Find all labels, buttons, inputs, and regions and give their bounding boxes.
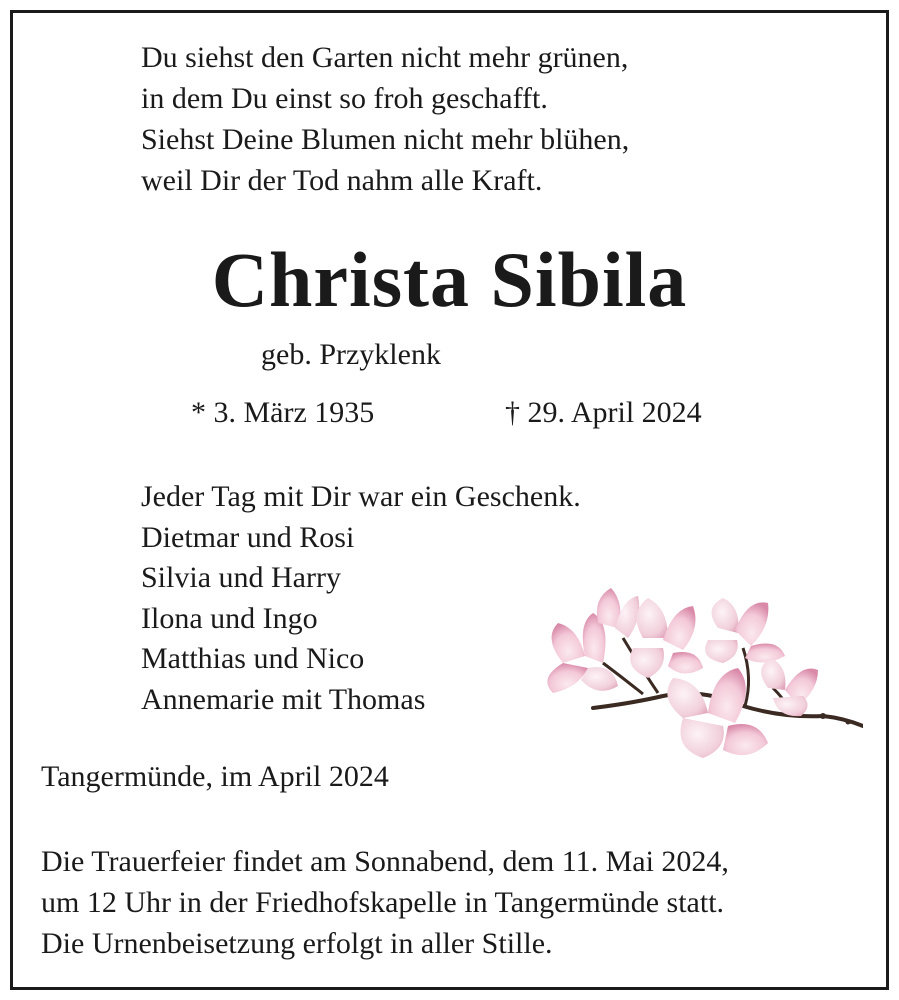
magnolia-branch-icon — [523, 568, 863, 768]
obituary-frame — [10, 10, 889, 990]
mourner-line: Ilona und Ingo — [141, 601, 318, 635]
funeral-service-info — [41, 841, 729, 964]
poem-line: Du siehst den Garten nicht mehr grünen, — [141, 41, 629, 74]
mourner-line: Dietmar und Rosi — [141, 520, 355, 554]
mourner-line: Jeder Tag mit Dir war ein Geschenk. — [141, 480, 581, 513]
death-date: † 29. April 2024 — [505, 396, 702, 429]
service-line: Die Urnenbeisetzung erfolgt in aller Stille. — [41, 927, 553, 960]
birth-date: * 3. März 1935 — [191, 396, 375, 429]
poem-line: weil Dir der Tod nahm alle Kraft. — [141, 164, 543, 197]
poem-line: in dem Du einst so froh geschafft. — [141, 82, 548, 115]
poem-line: Siehst Deine Blumen nicht mehr blühen, — [141, 123, 630, 156]
maiden-name: geb. Przyklenk — [261, 338, 441, 371]
mourner-line: Annemarie mit Thomas — [141, 682, 426, 716]
mourner-line: Matthias und Nico — [141, 642, 365, 675]
memorial-poem — [141, 37, 629, 201]
mourner-line: Silvia und Harry — [141, 561, 341, 594]
mourners-list — [141, 477, 581, 720]
place-and-date: Tangermünde, im April 2024 — [41, 760, 389, 793]
deceased-name: Christa Sibila — [211, 236, 688, 323]
service-line: um 12 Uhr in der Friedhofskapelle in Tangermünde statt. — [41, 886, 725, 919]
service-line: Die Trauerfeier findet am Sonnabend, dem 11. Mai 2024, — [41, 845, 729, 878]
